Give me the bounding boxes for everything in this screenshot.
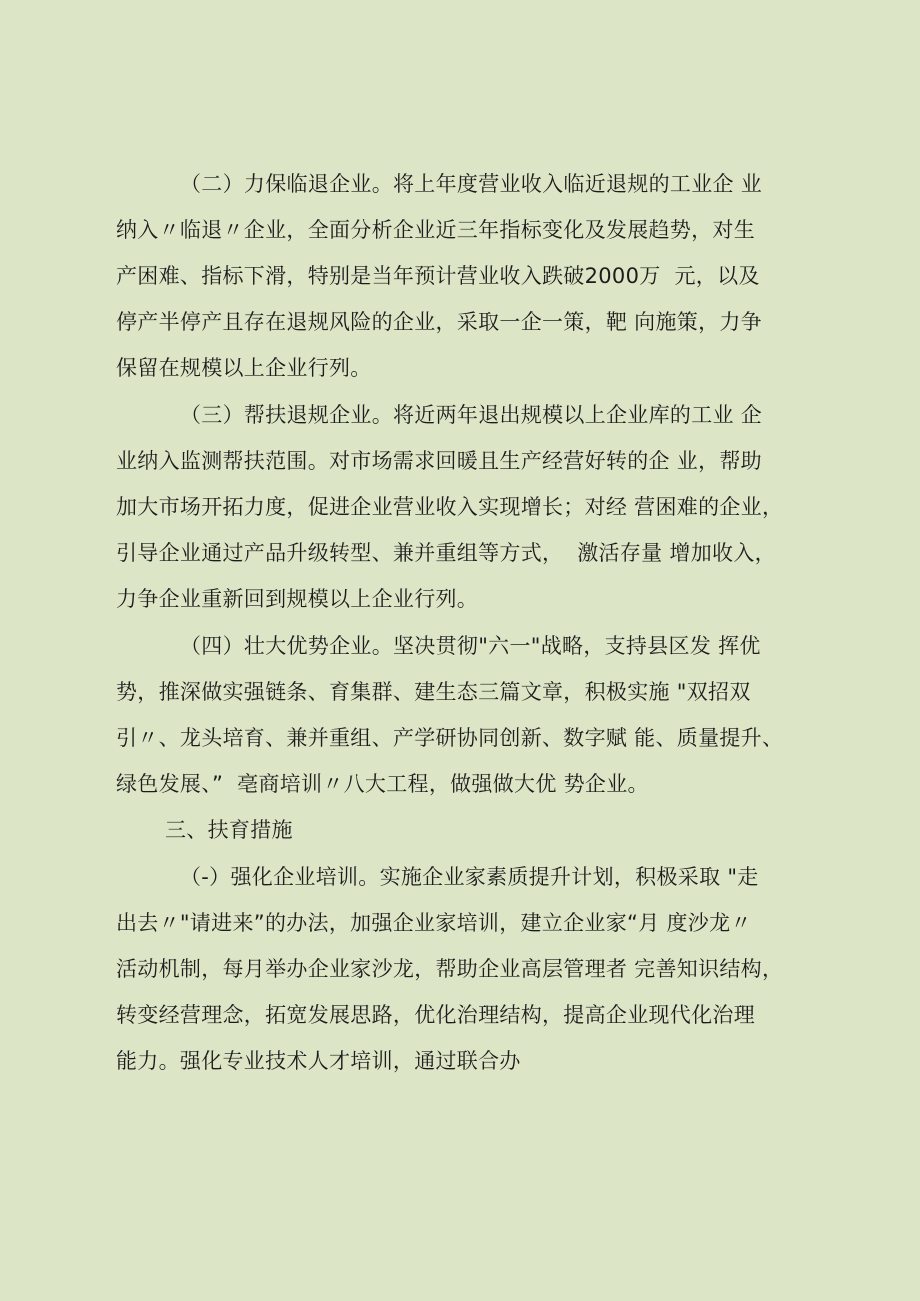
text-line: 加大市场开拓力度，促进企业营业收入实现增长；对经 营困难的企业，: [116, 495, 784, 519]
text-line: （二）力保临退企业。将上年度营业收入临近退规的工业企 业: [180, 172, 763, 196]
text-line: 引〃、龙头培育、兼并重组、产学研协同创新、数字赋 能、质量提升、: [116, 726, 784, 750]
text-line: 转变经营理念，拓宽发展思路，优化治理结构，提高企业现代化治理: [116, 1003, 755, 1027]
text-line: 纳入〃临退〃企业，全面分析企业近三年指标变化及发展趋势，对生: [116, 218, 755, 242]
text-line: 引导企业通过产品升级转型、兼并重组等方式， 激活存量 增加收入，: [116, 541, 776, 565]
text-line: 业纳入监测帮扶范围。对市场需求回暖且生产经营好转的企 业，帮助: [116, 449, 762, 473]
text-line: 力争企业重新回到规模以上企业行列。: [116, 587, 479, 611]
text-line: （三）帮扶退规企业。将近两年退出规模以上企业库的工业 企: [180, 403, 763, 427]
text-line: 产困难、指标下滑，特别是当年预计营业收入跌破2000万 元，以及: [116, 264, 760, 288]
text-line: （-）强化企业培训。实施企业家素质提升计划，积极采取 "走: [180, 865, 759, 889]
text-line: 出去〃"请进来”的办法，加强企业家培训，建立企业家“月 度沙龙〃: [116, 911, 752, 935]
text-line: 绿色发展、” 亳商培训〃八大工程，做强做大优 势企业。: [116, 772, 649, 796]
text-line: 保留在规模以上企业行列。: [116, 356, 372, 380]
text-line: 能力。强化专业技术人才培训，通过联合办: [116, 1049, 521, 1073]
text-line: 活动机制，每月举办企业家沙龙，帮助企业高层管理者 完善知识结构，: [116, 957, 784, 981]
text-line: 停产半停产且存在退规风险的企业，采取一企一策，靶 向施策，力争: [116, 310, 762, 334]
text-line: 势，推深做实强链条、育集群、建生态三篇文章，积极实施 "双招双: [116, 680, 751, 704]
text-line: （四）壮大优势企业。坚决贯彻"六一"战略，支持县区发 挥优: [180, 634, 761, 658]
section-heading: 三、扶育措施: [165, 818, 293, 842]
